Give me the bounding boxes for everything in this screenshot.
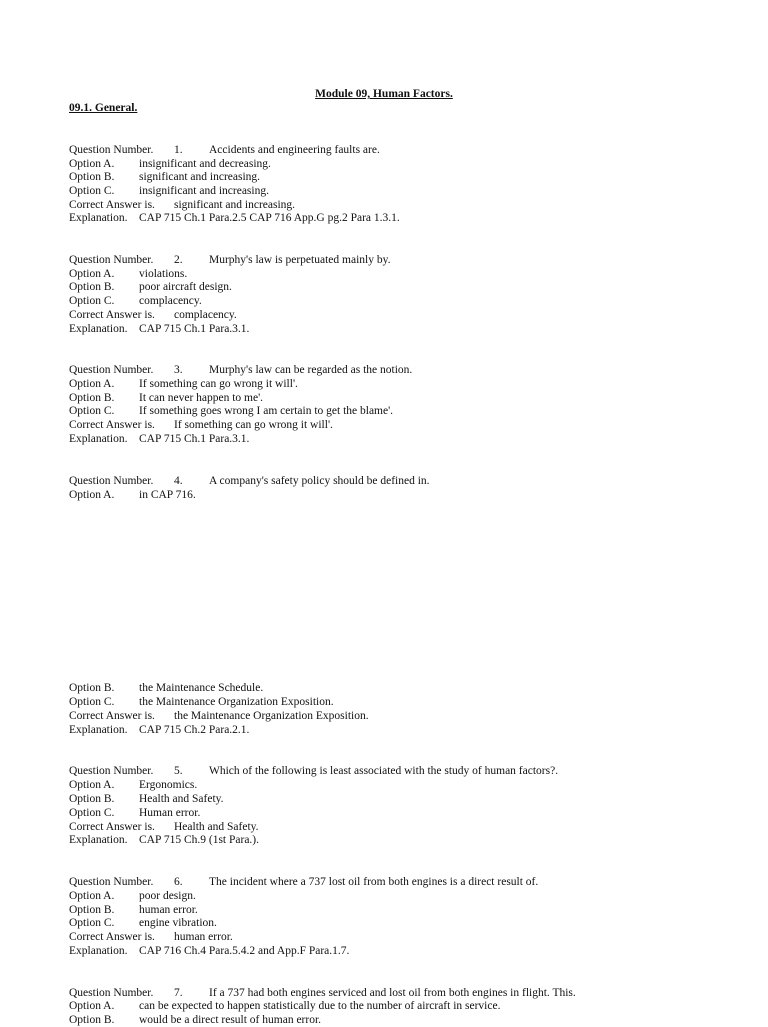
option-b-text: poor aircraft design. — [139, 281, 232, 293]
correct-answer-label: Correct Answer is. — [69, 821, 155, 833]
explanation-text: CAP 715 Ch.1 Para.3.1. — [139, 323, 250, 335]
explanation-text: CAP 716 Ch.4 Para.5.4.2 and App.F Para.1.7. — [139, 945, 350, 957]
module-title: Module 09, Human Factors. — [315, 88, 453, 100]
question-number-label: Question Number. — [69, 876, 154, 888]
explanation-text: CAP 715 Ch.1 Para.2.5 CAP 716 App.G pg.2 Para 1.3.1. — [139, 212, 400, 224]
question-number: 6. — [174, 876, 183, 888]
option-a-text: insignificant and decreasing. — [139, 158, 271, 170]
option-a-text: violations. — [139, 268, 188, 280]
option-c-label: Option C. — [69, 295, 115, 307]
question-number: 4. — [174, 475, 183, 487]
question-number: 5. — [174, 765, 183, 777]
option-b-text: Health and Safety. — [139, 793, 224, 805]
question-number: 3. — [174, 364, 183, 376]
question-number: 2. — [174, 254, 183, 266]
explanation-text: CAP 715 Ch.1 Para.3.1. — [139, 433, 250, 445]
question-text: The incident where a 737 lost oil from both engines is a direct result of. — [209, 876, 539, 888]
question-text: Which of the following is least associated with the study of human factors?. — [209, 765, 559, 777]
section-heading: 09.1. General. — [69, 102, 138, 114]
explanation-label: Explanation. — [69, 433, 128, 445]
explanation-label: Explanation. — [69, 834, 128, 846]
option-a-label: Option A. — [69, 268, 115, 280]
option-a-label: Option A. — [69, 489, 115, 501]
correct-answer-text: human error. — [174, 931, 233, 943]
option-b-text: the Maintenance Schedule. — [139, 682, 264, 694]
question-number: 7. — [174, 987, 183, 999]
question-text: Murphy's law is perpetuated mainly by. — [209, 254, 391, 266]
correct-answer-label: Correct Answer is. — [69, 309, 155, 321]
correct-answer-label: Correct Answer is. — [69, 710, 155, 722]
option-b-label: Option B. — [69, 682, 115, 694]
explanation-label: Explanation. — [69, 724, 128, 736]
option-c-label: Option C. — [69, 405, 115, 417]
option-c-label: Option C. — [69, 917, 115, 929]
option-a-text: Ergonomics. — [139, 779, 198, 791]
option-b-label: Option B. — [69, 281, 115, 293]
option-c-text: engine vibration. — [139, 917, 217, 929]
question-number-label: Question Number. — [69, 144, 154, 156]
option-c-text: If something goes wrong I am certain to get the blame'. — [139, 405, 394, 417]
correct-answer-label: Correct Answer is. — [69, 931, 155, 943]
option-c-text: Human error. — [139, 807, 201, 819]
option-a-label: Option A. — [69, 378, 115, 390]
correct-answer-text: the Maintenance Organization Exposition. — [174, 710, 369, 722]
correct-answer-text: complacency. — [174, 309, 237, 321]
explanation-label: Explanation. — [69, 212, 128, 224]
question-number-label: Question Number. — [69, 254, 154, 266]
option-a-label: Option A. — [69, 779, 115, 791]
question-number-label: Question Number. — [69, 987, 154, 999]
option-a-text: in CAP 716. — [139, 489, 196, 501]
question-number: 1. — [174, 144, 183, 156]
question-number-label: Question Number. — [69, 765, 154, 777]
correct-answer-label: Correct Answer is. — [69, 419, 155, 431]
option-c-text: complacency. — [139, 295, 202, 307]
explanation-label: Explanation. — [69, 323, 128, 335]
option-c-label: Option C. — [69, 185, 115, 197]
question-text: A company's safety policy should be defined in. — [209, 475, 430, 487]
correct-answer-text: If something can go wrong it will'. — [174, 419, 333, 431]
option-b-text: human error. — [139, 904, 198, 916]
explanation-label: Explanation. — [69, 945, 128, 957]
option-c-text: insignificant and increasing. — [139, 185, 269, 197]
explanation-text: CAP 715 Ch.2 Para.2.1. — [139, 724, 250, 736]
option-b-text: significant and increasing. — [139, 171, 261, 183]
question-text: If a 737 had both engines serviced and lost oil from both engines in flight. This. — [209, 987, 576, 999]
option-b-label: Option B. — [69, 1014, 115, 1026]
option-a-label: Option A. — [69, 1000, 115, 1012]
correct-answer-label: Correct Answer is. — [69, 199, 155, 211]
option-c-label: Option C. — [69, 696, 115, 708]
option-b-label: Option B. — [69, 392, 115, 404]
option-b-label: Option B. — [69, 793, 115, 805]
option-a-text: poor design. — [139, 890, 196, 902]
option-a-text: If something can go wrong it will'. — [139, 378, 298, 390]
correct-answer-text: significant and increasing. — [174, 199, 296, 211]
question-text: Murphy's law can be regarded as the notion. — [209, 364, 413, 376]
option-a-label: Option A. — [69, 158, 115, 170]
option-a-text: can be expected to happen statistically due to the number of aircraft in service. — [139, 1000, 501, 1012]
question-number-label: Question Number. — [69, 364, 154, 376]
option-b-text: It can never happen to me'. — [139, 392, 264, 404]
option-b-label: Option B. — [69, 904, 115, 916]
option-c-label: Option C. — [69, 807, 115, 819]
explanation-text: CAP 715 Ch.9 (1st Para.). — [139, 834, 260, 846]
question-text: Accidents and engineering faults are. — [209, 144, 380, 156]
option-b-text: would be a direct result of human error. — [139, 1014, 322, 1026]
question-number-label: Question Number. — [69, 475, 154, 487]
option-c-text: the Maintenance Organization Exposition. — [139, 696, 334, 708]
option-a-label: Option A. — [69, 890, 115, 902]
correct-answer-text: Health and Safety. — [174, 821, 259, 833]
option-b-label: Option B. — [69, 171, 115, 183]
